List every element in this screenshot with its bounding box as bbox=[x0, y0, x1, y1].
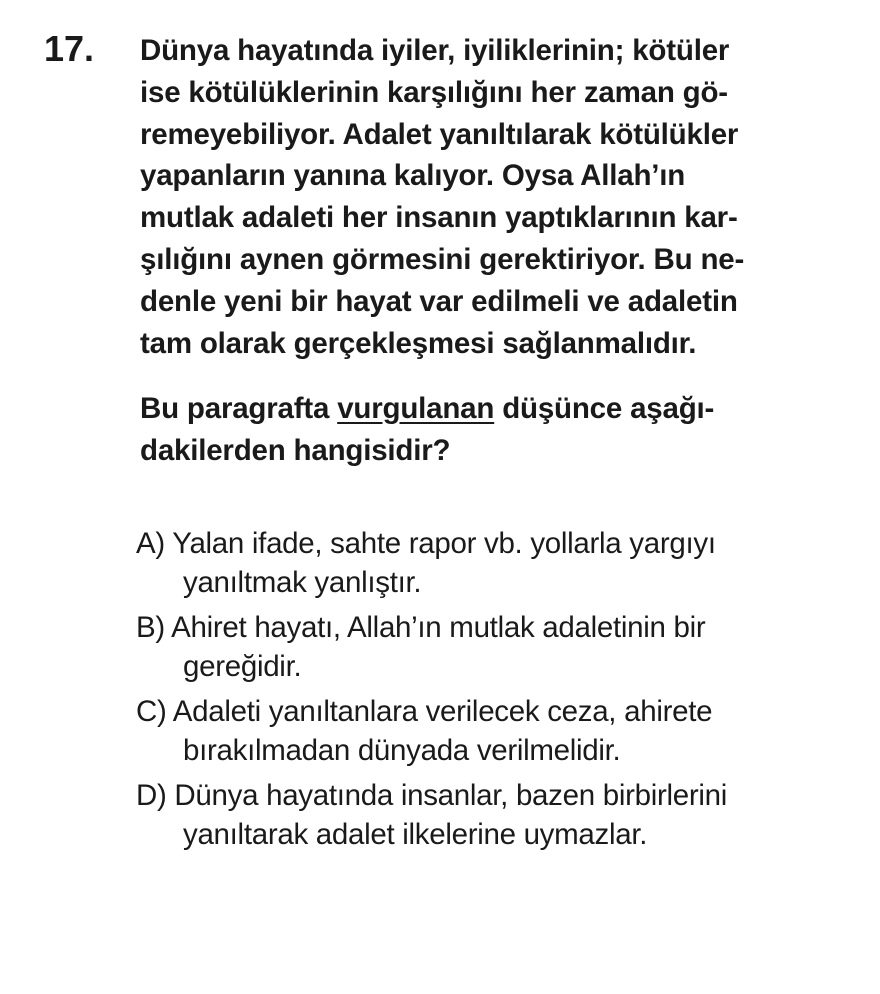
paragraph-line: tam olarak gerçekleşmesi sağlanmalıdır. bbox=[140, 326, 697, 360]
option-text: bırakılmadan dünyada verilmelidir. bbox=[183, 733, 621, 767]
answer-options bbox=[136, 525, 727, 861]
option-c[interactable] bbox=[136, 693, 727, 770]
question-paragraph bbox=[140, 30, 744, 364]
option-text: yanıltmak yanlıştır. bbox=[183, 565, 422, 599]
option-text: D) Dünya hayatında insanlar, bazen birbirlerini bbox=[136, 779, 727, 812]
option-text: B) Ahiret hayatı, Allah’ın mutlak adaletinin bir bbox=[136, 611, 706, 644]
option-d[interactable] bbox=[136, 777, 727, 854]
prompt-text: Bu paragrafta bbox=[140, 392, 338, 425]
prompt-text: düşünce aşağı- bbox=[494, 392, 715, 425]
question-number: 17. bbox=[44, 28, 95, 69]
prompt-underlined-word: vurgulanan bbox=[337, 392, 495, 425]
paragraph-line: ise kötülüklerinin karşılığını her zaman gö- bbox=[140, 75, 728, 109]
question-prompt bbox=[140, 388, 714, 472]
paragraph-line: yapanların yanına kalıyor. Oysa Allah’ın bbox=[140, 159, 686, 193]
paragraph-line: şılığını aynen görmesini gerektiriyor. Bu ne- bbox=[140, 242, 745, 276]
paragraph-line: remeyebiliyor. Adalet yanıltılarak kötülükler bbox=[140, 117, 739, 151]
option-b[interactable] bbox=[136, 609, 727, 686]
prompt-line: dakilerden hangisidir? bbox=[140, 434, 451, 467]
option-text: C) Adaleti yanıltanlara verilecek ceza, ahirete bbox=[136, 695, 713, 728]
option-a[interactable] bbox=[136, 525, 727, 602]
option-text: gereğidir. bbox=[183, 649, 302, 683]
paragraph-line: mutlak adaleti her insanın yaptıklarının kar- bbox=[140, 201, 738, 235]
option-text: A) Yalan ifade, sahte rapor vb. yollarla yargıyı bbox=[136, 527, 716, 560]
paragraph-line: denle yeni bir hayat var edilmeli ve adaletin bbox=[140, 284, 738, 318]
paragraph-line: Dünya hayatında iyiler, iyiliklerinin; kötüler bbox=[140, 34, 730, 67]
option-text: yanıltarak adalet ilkelerine uymazlar. bbox=[183, 817, 648, 851]
